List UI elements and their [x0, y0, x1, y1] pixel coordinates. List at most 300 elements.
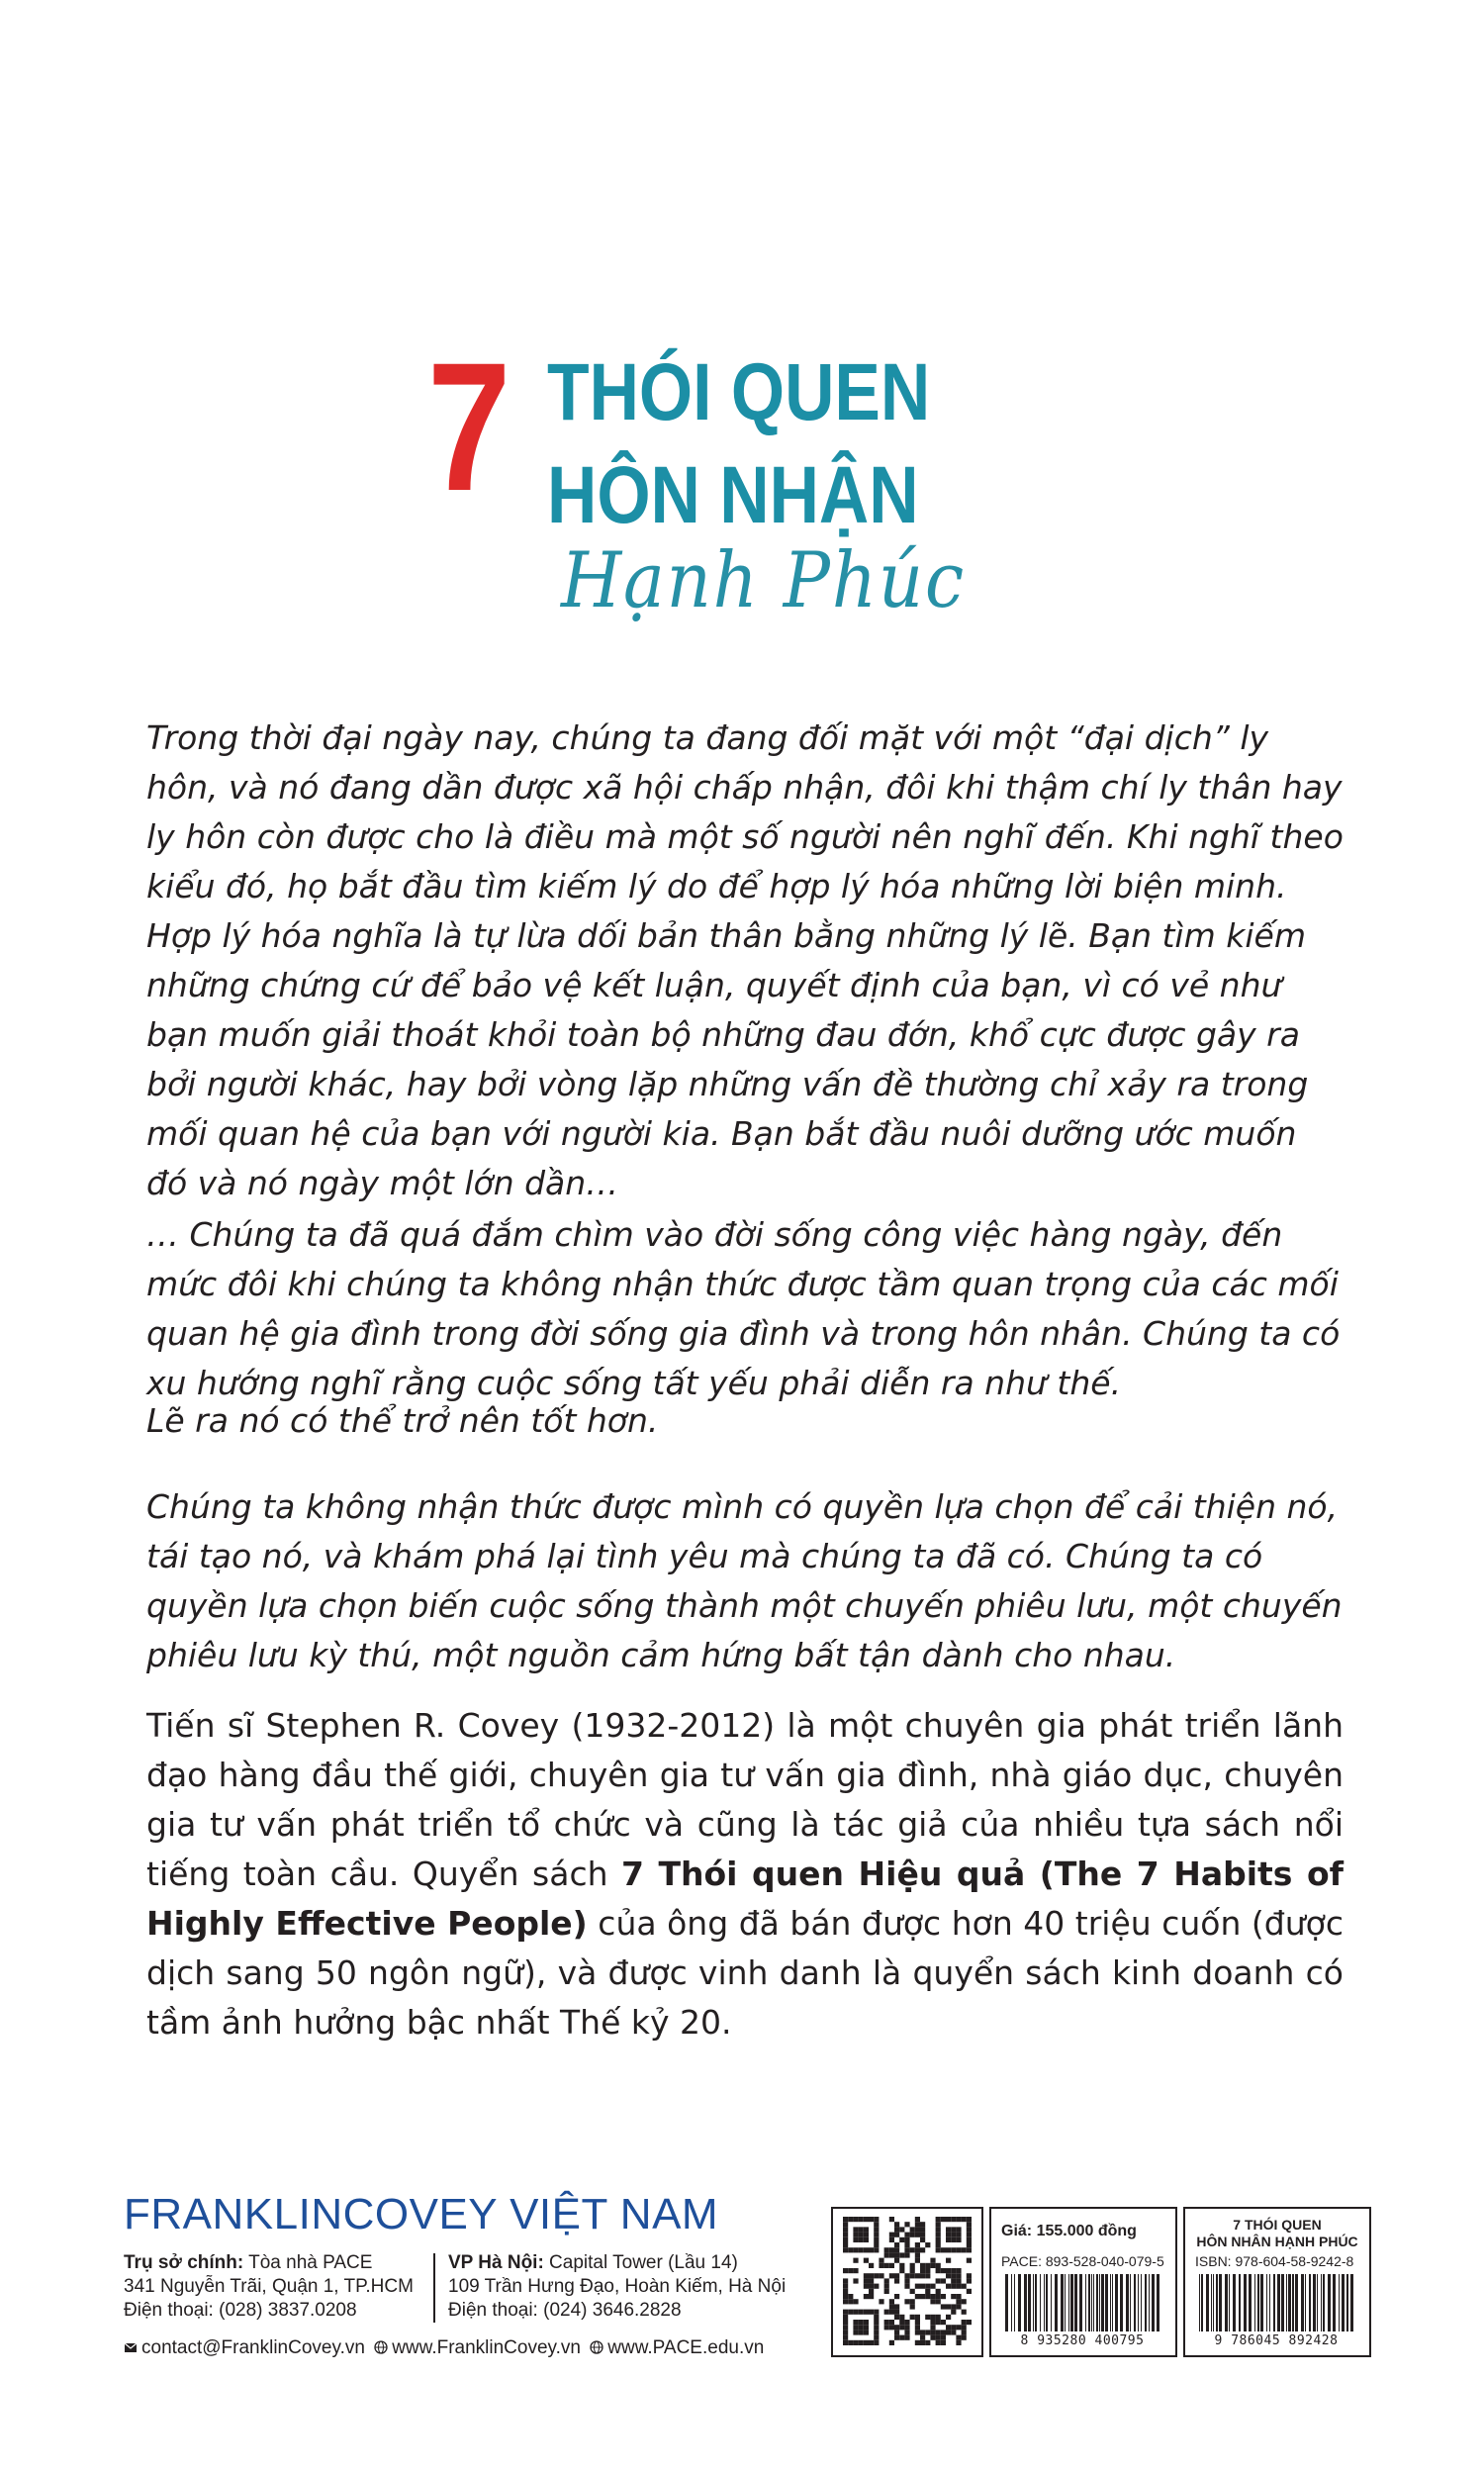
qr-module: [946, 2258, 951, 2263]
qr-module: [915, 2320, 920, 2325]
qr-module: [936, 2315, 941, 2320]
author-bio-book-title: 7 Thói quen Hiệu quả (The 7 Habits of Highly Effective People): [146, 1855, 1345, 1943]
qr-module: [848, 2310, 853, 2315]
qr-module: [874, 2325, 879, 2330]
qr-module: [910, 2273, 915, 2278]
hn-line-2: 109 Trần Hưng Đạo, Hoàn Kiếm, Hà Nội: [448, 2276, 787, 2297]
blurb-paragraph-2: … Chúng ta đã quá đắm chìm vào đời sống công việc hàng ngày, đến mức đôi khi chúng ta không nhận thức được tầm quan trọng của các mối quan hệ gia đình trong đời sống gia đình và trong hôn nhân. Chúng ta có xu hướng nghĩ rằng cuộc sống tất yếu phải diễn ra như thế.: [146, 1215, 1341, 1402]
barcode-bar: [1229, 2274, 1230, 2331]
qr-module: [853, 2237, 858, 2242]
qr-module: [967, 2242, 972, 2247]
qr-module: [874, 2222, 879, 2227]
qr-module: [869, 2310, 874, 2315]
qr-module: [910, 2247, 915, 2252]
blurb-paragraph-1: Trong thời đại ngày nay, chúng ta đang đối mặt với một “đại dịch” ly hôn, và nó đang dần được xã hội chấp nhận, đôi khi thậm chí ly thân hay ly hôn còn được cho là điều mà một số người nên nghĩ đến. Khi nghĩ theo kiểu đó, họ bắt đầu tìm kiếm lý do để hợp lý hóa những lời biện minh. Hợp lý hóa nghĩa là tự lừa dối bản thân bằng những lý lẽ. Bạn tìm kiếm những chứng cứ để bảo vệ kết luận, quyết định của bạn, vì có vẻ như bạn muốn giải thoát khỏi toàn bộ những đau đớn, khổ cực được gây ra bởi người khác, hay bởi vòng lặp những vấn đề thường chỉ xảy ra trong mối quan hệ của bạn với người kia. Bạn bắt đầu nuôi dưỡng ước muốn đó và nó ngày một lớn dần…: [146, 718, 1344, 1202]
barcode-bar: [1213, 2274, 1214, 2331]
qr-module: [936, 2263, 941, 2268]
qr-module: [920, 2284, 925, 2289]
qr-module: [864, 2325, 869, 2330]
qr-module: [941, 2294, 946, 2299]
barcode-bar: [1350, 2274, 1353, 2331]
qr-module: [920, 2273, 925, 2278]
barcode-bar: [1018, 2274, 1021, 2331]
qr-module: [869, 2284, 874, 2289]
qr-module: [864, 2247, 869, 2252]
qr-module: [904, 2233, 909, 2237]
qr-module: [843, 2320, 848, 2325]
qr-module: [853, 2340, 858, 2345]
qr-module: [936, 2222, 941, 2227]
barcode-bar: [1138, 2274, 1139, 2331]
qr-module: [936, 2233, 941, 2237]
qr-module: [925, 2263, 930, 2268]
qr-module: [946, 2227, 951, 2232]
qr-module: [843, 2299, 848, 2304]
qr-module: [956, 2233, 961, 2237]
qr-module: [946, 2284, 951, 2289]
qr-module: [899, 2227, 904, 2232]
qr-module: [967, 2233, 972, 2237]
price-box: [989, 2207, 1177, 2357]
qr-module: [936, 2299, 941, 2304]
qr-module: [889, 2304, 894, 2309]
qr-module: [920, 2247, 925, 2252]
qr-module: [843, 2289, 848, 2294]
qr-module: [904, 2242, 909, 2247]
qr-module: [930, 2263, 935, 2268]
qr-module: [894, 2315, 899, 2320]
qr-module: [951, 2294, 956, 2299]
qr-module: [941, 2217, 946, 2222]
qr-module: [956, 2227, 961, 2232]
qr-module: [904, 2284, 909, 2289]
barcode-bar: [1249, 2274, 1252, 2331]
qr-module: [910, 2315, 915, 2320]
qr-module: [879, 2258, 883, 2263]
isbn-book-title-line-2: HÔN NHÂN HẠNH PHÚC: [1196, 2234, 1358, 2249]
author-bio-text-a: Tiến sĩ Stephen R. Covey (1932-2012) là một chuyên gia phát triển lãnh đạo hàng đầu thế giới, chuyên gia tư vấn gia đình, nhà giáo dục, chuyên gia tư vấn phát triển tổ chức và cũng là tác giả của nhiều tựa sách nổi tiếng toàn cầu. Quyển sách: [146, 1706, 1344, 1893]
qr-module: [925, 2242, 930, 2247]
qr-module: [941, 2247, 946, 2252]
qr-module: [925, 2273, 930, 2278]
qr-module: [843, 2310, 848, 2315]
hn-line-1: Capital Tower (Lầu 14): [543, 2252, 738, 2273]
barcode-bar: [1130, 2274, 1131, 2331]
qr-module: [915, 2330, 920, 2334]
barcode-bar: [1079, 2274, 1082, 2331]
qr-module: [915, 2315, 920, 2320]
qr-module: [925, 2268, 930, 2273]
qr-module: [859, 2310, 864, 2315]
qr-module: [853, 2299, 858, 2304]
barcode-bar: [1055, 2274, 1058, 2331]
qr-module: [889, 2263, 894, 2268]
qr-module: [894, 2252, 899, 2257]
qr-module: [951, 2217, 956, 2222]
qr-module: [848, 2294, 853, 2299]
qr-module: [874, 2217, 879, 2222]
qr-module: [894, 2330, 899, 2334]
qr-module: [884, 2320, 889, 2325]
qr-module: [941, 2304, 946, 2309]
qr-module: [915, 2242, 920, 2247]
title-line-2: HÔN NHẬN: [547, 450, 919, 540]
hq-phone: Điện thoại: (028) 3837.0208: [124, 2300, 357, 2321]
qr-module: [930, 2284, 935, 2289]
qr-module: [941, 2330, 946, 2334]
barcode-bar: [1295, 2274, 1298, 2331]
barcode-bar: [1288, 2274, 1291, 2331]
qr-module: [843, 2284, 848, 2289]
qr-module: [915, 2258, 920, 2263]
qr-module: [904, 2273, 909, 2278]
qr-module: [899, 2263, 904, 2268]
barcode-bar: [1206, 2274, 1209, 2331]
pace-code: PACE: 893-528-040-079-5: [1001, 2253, 1164, 2269]
qr-module: [946, 2304, 951, 2309]
qr-module: [848, 2340, 853, 2345]
qr-module: [859, 2340, 864, 2345]
website-link-pace[interactable]: www.PACE.edu.vn: [607, 2337, 765, 2358]
qr-module: [910, 2233, 915, 2237]
qr-module: [956, 2268, 961, 2273]
qr-module: [853, 2320, 858, 2325]
qr-module: [853, 2227, 858, 2232]
barcode-bar: [1088, 2274, 1090, 2331]
barcode-bar: [1305, 2274, 1306, 2331]
contact-line: [124, 2337, 764, 2359]
hq-label: Trụ sở chính:: [124, 2252, 244, 2273]
qr-module: [962, 2247, 967, 2252]
barcode-bar: [1141, 2274, 1142, 2331]
qr-module: [936, 2294, 941, 2299]
qr-module: [930, 2325, 935, 2330]
barcode-bar: [1110, 2274, 1111, 2331]
qr-module: [874, 2320, 879, 2325]
barcode-bar: [1339, 2274, 1340, 2331]
qr-module: [904, 2278, 909, 2283]
qr-module: [956, 2284, 961, 2289]
title-line-3: Hạnh Phúc: [561, 536, 966, 625]
qr-module: [853, 2330, 858, 2334]
qr-module: [894, 2247, 899, 2252]
title-line-1: THÓI QUEN: [547, 347, 931, 437]
qr-module: [884, 2325, 889, 2330]
qr-module: [859, 2217, 864, 2222]
qr-module: [951, 2304, 956, 2309]
qr-module: [894, 2227, 899, 2232]
qr-module: [910, 2289, 915, 2294]
barcode-price: [1001, 2274, 1165, 2331]
qr-module: [930, 2299, 935, 2304]
qr-module: [853, 2310, 858, 2315]
qr-module: [936, 2237, 941, 2242]
author-bio: [146, 1701, 1344, 2047]
barcode-bar: [1292, 2274, 1294, 2331]
barcode-bar: [1152, 2274, 1155, 2331]
barcode-bar: [1254, 2274, 1255, 2331]
qr-module: [848, 2268, 853, 2273]
qr-module: [915, 2252, 920, 2257]
qr-module: [967, 2217, 972, 2222]
barcode-bar: [1028, 2274, 1031, 2331]
qr-module: [889, 2299, 894, 2304]
qr-module: [853, 2278, 858, 2283]
qr-module: [920, 2294, 925, 2299]
qr-module: [951, 2273, 956, 2278]
qr-module: [915, 2325, 920, 2330]
barcode-bar: [1115, 2274, 1118, 2331]
qr-module: [941, 2320, 946, 2325]
qr-module: [962, 2299, 967, 2304]
qr-module: [843, 2268, 848, 2273]
qr-module: [915, 2233, 920, 2237]
qr-module: [904, 2325, 909, 2330]
qr-module: [920, 2237, 925, 2242]
qr-module: [848, 2217, 853, 2222]
hn-phone: Điện thoại: (024) 3646.2828: [448, 2300, 682, 2321]
qr-module: [925, 2289, 930, 2294]
qr-module: [956, 2247, 961, 2252]
barcode-isbn-digits: 9 786045 892428: [1214, 2333, 1339, 2348]
qr-module: [899, 2315, 904, 2320]
qr-module: [889, 2247, 894, 2252]
qr-module: [962, 2284, 967, 2289]
qr-code: [843, 2217, 972, 2345]
qr-module: [956, 2237, 961, 2242]
qr-module: [894, 2258, 899, 2263]
qr-module: [843, 2325, 848, 2330]
qr-module: [864, 2273, 869, 2278]
qr-module: [920, 2222, 925, 2227]
qr-module: [925, 2330, 930, 2334]
qr-module: [956, 2273, 961, 2278]
barcode-bar: [1244, 2274, 1247, 2331]
qr-module: [930, 2335, 935, 2340]
qr-module: [956, 2299, 961, 2304]
barcode-bar: [1051, 2274, 1052, 2331]
barcode-bar: [1061, 2274, 1064, 2331]
barcode-bar: [1309, 2274, 1311, 2331]
qr-module: [843, 2315, 848, 2320]
barcode-bar: [1317, 2274, 1318, 2331]
barcode-bar: [1328, 2274, 1331, 2331]
qr-module: [874, 2335, 879, 2340]
qr-module: [936, 2247, 941, 2252]
qr-module: [967, 2227, 972, 2232]
qr-module: [915, 2227, 920, 2232]
hq-line-1: Tòa nhà PACE: [243, 2252, 373, 2273]
qr-module: [915, 2273, 920, 2278]
barcode-bar: [1273, 2274, 1275, 2331]
qr-module: [941, 2340, 946, 2345]
qr-module: [889, 2340, 894, 2345]
website-link-franklincovey[interactable]: www.FranklinCovey.vn: [392, 2337, 581, 2358]
qr-module: [951, 2247, 956, 2252]
qr-module: [884, 2284, 889, 2289]
barcode-bar: [1313, 2274, 1316, 2331]
qr-module: [874, 2310, 879, 2315]
qr-module: [951, 2237, 956, 2242]
barcode-bar: [1260, 2274, 1263, 2331]
qr-module: [910, 2299, 915, 2304]
qr-module: [843, 2217, 848, 2222]
barcode-bar: [1011, 2274, 1012, 2331]
qr-module: [936, 2242, 941, 2247]
qr-module: [920, 2335, 925, 2340]
qr-module: [946, 2273, 951, 2278]
qr-module: [925, 2284, 930, 2289]
qr-module: [910, 2227, 915, 2232]
barcode-bar: [1201, 2274, 1203, 2331]
author-bio-text-b: của ông đã bán được hơn 40 triệu cuốn (được dịch sang 50 ngôn ngữ), và được vinh danh là quyển sách kinh doanh có tầm ảnh hưởng bậc nhất Thế kỷ 20.: [146, 1904, 1344, 2042]
blurb-paragraph-3: Lẽ ra nó có thể trở nên tốt hơn.: [146, 1401, 659, 1440]
qr-module: [843, 2247, 848, 2252]
blurb-paragraph-4: Chúng ta không nhận thức được mình có quyền lựa chọn để cải thiện nó, tái tạo nó, và khám phá lại tình yêu mà chúng ta đã có. Chúng ta có quyền lựa chọn biến cuộc sống thành một chuyến phiêu lưu, một chuyến phiêu lưu kỳ thú, một nguồn cảm hứng bất tận dành cho nhau.: [146, 1487, 1343, 1674]
qr-module: [930, 2294, 935, 2299]
hq-line-2: 341 Nguyễn Trãi, Quận 1, TP.HCM: [124, 2276, 414, 2297]
qr-module: [894, 2304, 899, 2309]
qr-module: [864, 2237, 869, 2242]
barcode-bar: [1286, 2274, 1287, 2331]
qr-module: [889, 2325, 894, 2330]
qr-module: [864, 2227, 869, 2232]
email-link[interactable]: contact@FranklinCovey.vn: [141, 2337, 365, 2358]
qr-module: [869, 2263, 874, 2268]
barcode-bar: [1093, 2274, 1094, 2331]
barcode-bar: [1046, 2274, 1048, 2331]
address-divider: [433, 2253, 435, 2323]
qr-module: [899, 2320, 904, 2325]
isbn-box: [1183, 2207, 1371, 2357]
qr-module: [843, 2233, 848, 2237]
qr-module: [936, 2217, 941, 2222]
qr-module: [962, 2310, 967, 2315]
barcode-bar: [1266, 2274, 1267, 2331]
qr-module: [894, 2222, 899, 2227]
qr-module: [894, 2273, 899, 2278]
qr-module: [864, 2258, 869, 2263]
qr-module: [874, 2284, 879, 2289]
qr-module: [930, 2258, 935, 2263]
qr-module: [884, 2263, 889, 2268]
qr-module: [915, 2222, 920, 2227]
qr-module: [967, 2320, 972, 2325]
qr-module: [925, 2340, 930, 2345]
qr-module: [899, 2335, 904, 2340]
qr-module: [967, 2237, 972, 2242]
qr-module: [946, 2233, 951, 2237]
barcode-bar: [1216, 2274, 1218, 2331]
qr-module: [869, 2278, 874, 2283]
qr-module: [904, 2237, 909, 2242]
qr-module: [894, 2294, 899, 2299]
qr-module: [951, 2310, 956, 2315]
barcode-bar: [1099, 2274, 1100, 2331]
barcode-bar: [1199, 2274, 1200, 2331]
qr-module: [962, 2325, 967, 2330]
publisher-brand: FRANKLINCOVEY VIỆT NAM: [124, 2190, 719, 2238]
qr-module: [904, 2222, 909, 2227]
qr-module: [859, 2325, 864, 2330]
qr-module: [962, 2330, 967, 2334]
barcode-bar: [1035, 2274, 1037, 2331]
qr-module: [843, 2335, 848, 2340]
barcode-bar: [1068, 2274, 1069, 2331]
barcode-bar: [1257, 2274, 1259, 2331]
barcode-bar: [1096, 2274, 1098, 2331]
barcode-bar: [1321, 2274, 1322, 2331]
barcode-price-digits: 8 935280 400795: [1020, 2333, 1145, 2348]
qr-module: [899, 2268, 904, 2273]
qr-module: [920, 2227, 925, 2232]
qr-module: [920, 2233, 925, 2237]
qr-module: [859, 2330, 864, 2334]
qr-module: [894, 2233, 899, 2237]
qr-module: [843, 2330, 848, 2334]
qr-module: [920, 2263, 925, 2268]
qr-module: [951, 2284, 956, 2289]
price-label: Giá: 155.000 đồng: [1001, 2223, 1137, 2239]
qr-module: [869, 2247, 874, 2252]
qr-module: [889, 2310, 894, 2315]
qr-module: [843, 2222, 848, 2227]
qr-module: [853, 2258, 858, 2263]
qr-module: [936, 2330, 941, 2334]
qr-module: [936, 2227, 941, 2232]
barcode-bar: [1091, 2274, 1092, 2331]
qr-module: [874, 2233, 879, 2237]
qr-module: [951, 2325, 956, 2330]
qr-module: [925, 2294, 930, 2299]
qr-module: [894, 2325, 899, 2330]
qr-module: [967, 2273, 972, 2278]
qr-module: [874, 2242, 879, 2247]
barcode-bar: [1277, 2274, 1280, 2331]
qr-module: [930, 2330, 935, 2334]
qr-module: [941, 2335, 946, 2340]
qr-module: [951, 2278, 956, 2283]
barcode-bar: [1065, 2274, 1066, 2331]
qr-module: [899, 2325, 904, 2330]
qr-module: [884, 2310, 889, 2315]
barcode-isbn: [1195, 2274, 1359, 2331]
barcode-bar: [1323, 2274, 1325, 2331]
qr-module: [941, 2278, 946, 2283]
barcode-bar: [1005, 2274, 1008, 2331]
qr-module: [910, 2268, 915, 2273]
qr-module: [889, 2233, 894, 2237]
qr-module: [936, 2340, 941, 2345]
qr-module: [864, 2330, 869, 2334]
qr-module: [864, 2310, 869, 2315]
barcode-bar: [1112, 2274, 1113, 2331]
qr-module: [859, 2233, 864, 2237]
qr-module: [910, 2304, 915, 2309]
qr-module: [951, 2227, 956, 2232]
qr-module: [956, 2340, 961, 2345]
qr-module: [936, 2335, 941, 2340]
qr-module: [930, 2315, 935, 2320]
globe-icon: [374, 2340, 388, 2354]
qr-module: [956, 2325, 961, 2330]
qr-module: [956, 2217, 961, 2222]
barcode-bar: [1044, 2274, 1045, 2331]
qr-module: [904, 2247, 909, 2252]
qr-module: [843, 2294, 848, 2299]
barcode-bar: [1301, 2274, 1304, 2331]
qr-module: [936, 2320, 941, 2325]
